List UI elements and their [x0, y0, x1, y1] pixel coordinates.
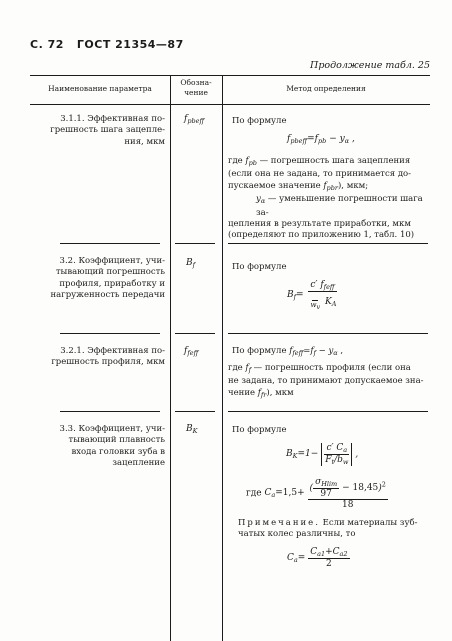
explanation-line: где $f_f$ — погрешность профиля (если она — [228, 363, 411, 374]
param-name-line: входа головки зуба в — [71, 446, 165, 457]
explanation-line: пускаемое значение $f_{pbr}$), мкм; — [228, 180, 369, 192]
formula-intro: По формуле — [232, 116, 287, 126]
param-name-line: зацепление — [112, 458, 165, 469]
row-separator — [228, 333, 428, 334]
row-separator — [60, 243, 160, 244]
param-name-line: тывающий погрешность — [55, 267, 165, 278]
formula: $B_f=$ c′ $f_{feff}$ wv $K_A$ — [287, 280, 337, 311]
column-header-method: Метод определения — [286, 84, 366, 93]
formula-intro: По формуле — [232, 425, 287, 435]
param-symbol: $f_{pbeff}$ — [184, 114, 205, 125]
explanation-line: не задана, то принимают допускаемое зна- — [228, 376, 424, 387]
row-separator — [228, 243, 428, 244]
row-separator — [60, 333, 160, 334]
formula: где $C_a=1,5+$ ( $\frac{\sigma_{Hlim}}{97}$ − 18,45)$^2$ 18 — [246, 477, 386, 510]
row-separator — [175, 333, 215, 334]
param-name-line: грешность профиля, мкм — [51, 357, 165, 368]
explanation-line: цепления в результате приработки, мкм — [228, 219, 411, 230]
column-divider-2 — [222, 75, 223, 641]
continuation-note: Продолжение табл. 25 — [310, 60, 430, 71]
row-separator — [175, 411, 215, 412]
param-name — [30, 114, 165, 148]
table-top-rule — [30, 75, 430, 76]
param-name-line: 3.2. Коэффициент, учи- — [59, 256, 165, 266]
standard-code: ГОСТ 21354—87 — [76, 38, 184, 51]
param-name-line: профиля, приработку и — [59, 278, 165, 289]
explanation — [228, 363, 426, 401]
param-name-line: 3.1.1. Эффективная по- — [60, 114, 165, 124]
param-name-line: грешность шага зацепле- — [50, 125, 165, 136]
column-divider-1 — [170, 75, 171, 641]
param-symbol: $B_f$ — [186, 258, 196, 269]
param-symbol: $B_K$ — [186, 424, 198, 435]
page-header — [30, 38, 184, 51]
param-name-line: ния, мкм — [124, 136, 165, 147]
formula: $f_{pbeff}=f_{pb} - y_\alpha$ , — [287, 134, 355, 145]
explanation-line: (определяют по приложению 1, табл. 10) — [228, 230, 415, 241]
column-header-symbol — [170, 78, 222, 98]
formula: $B_K=1-$ $\frac{c' C_a}{F_t/b_w}$ , — [286, 443, 359, 466]
formula-intro: По формуле — [232, 262, 287, 272]
page-number: С. 72 — [30, 38, 64, 51]
column-header-name: Наименование параметра — [48, 84, 152, 93]
param-name — [30, 346, 165, 369]
explanation-line: чение $f_{fr}$), мкм — [228, 387, 294, 399]
param-symbol: $f_{feff}$ — [184, 346, 199, 357]
table-header-rule — [30, 104, 430, 105]
formula: $C_a=$ $\frac{C_{a1}+C_{a2}}{2}$ — [287, 547, 348, 569]
param-name-line: тывающий плавность — [68, 435, 165, 446]
row-separator — [228, 411, 428, 412]
param-name-line: 3.3. Коэффициент, учи- — [59, 424, 165, 434]
formula-intro: По формуле $f_{feff}=f_f - y_\alpha$ , — [232, 346, 344, 357]
column-header-symbol-line: чение — [184, 88, 208, 97]
param-name — [30, 424, 165, 470]
explanation-line: $y_\alpha$ — уменьшение погрешности шага за- — [256, 194, 423, 218]
row-separator — [60, 411, 160, 412]
note-line: чатых колес различны, то — [238, 529, 356, 540]
explanation — [228, 156, 426, 242]
param-name-line: 3.2.1. Эффективная по- — [60, 346, 165, 356]
note-line: Примечание. Если материалы зуб- — [238, 518, 418, 528]
column-header-symbol-line: Обозна- — [180, 78, 212, 87]
note — [238, 518, 428, 541]
row-separator — [175, 243, 215, 244]
param-name — [30, 256, 165, 302]
explanation-line: где $f_{pb}$ — погрешность шага зацепления — [228, 156, 411, 167]
explanation-line: (если она не задана, то принимается до- — [228, 169, 412, 180]
param-name-line: нагруженность передачи — [50, 290, 165, 301]
